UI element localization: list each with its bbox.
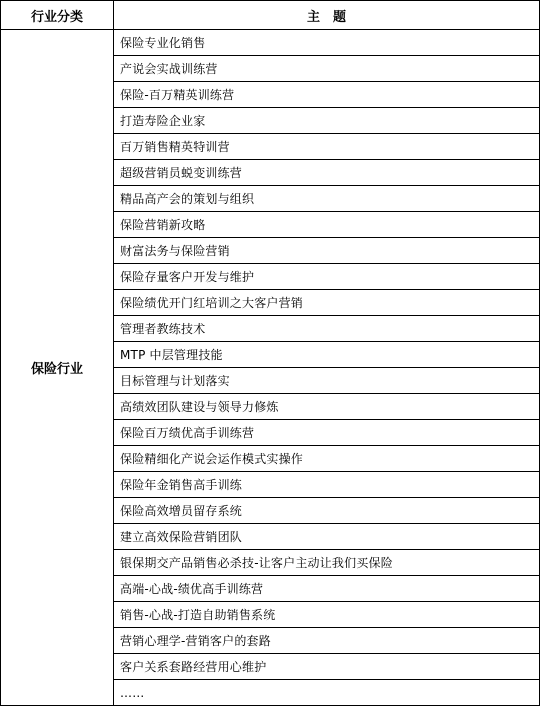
topic-cell: 保险-百万精英训练营: [114, 82, 540, 108]
topic-cell: 保险高效增员留存系统: [114, 498, 540, 524]
topic-cell: 销售-心战-打造自助销售系统: [114, 602, 540, 628]
topic-cell: 产说会实战训练营: [114, 56, 540, 82]
topic-cell: 保险年金销售高手训练: [114, 472, 540, 498]
topic-cell: 保险专业化销售: [114, 30, 540, 56]
topic-cell: 高绩效团队建设与领导力修炼: [114, 394, 540, 420]
topic-cell: 目标管理与计划落实: [114, 368, 540, 394]
topic-cell: ……: [114, 680, 540, 706]
topic-cell: 营销心理学-营销客户的套路: [114, 628, 540, 654]
table-header-row: [1, 1, 540, 30]
topic-cell: 保险精细化产说会运作模式实操作: [114, 446, 540, 472]
topic-cell: 高端-心战-绩优高手训练营: [114, 576, 540, 602]
topic-cell: MTP 中层管理技能: [114, 342, 540, 368]
topic-cell: 管理者教练技术: [114, 316, 540, 342]
topic-cell: 百万销售精英特训营: [114, 134, 540, 160]
topic-cell: 保险营销新攻略: [114, 212, 540, 238]
topic-cell: 客户关系套路经营用心维护: [114, 654, 540, 680]
header-topic: 主 题: [114, 1, 540, 30]
topic-cell: 超级营销员蜕变训练营: [114, 160, 540, 186]
category-cell: 保险行业: [1, 30, 114, 706]
topic-cell: 打造寿险企业家: [114, 108, 540, 134]
topic-cell: 保险绩优开门红培训之大客户营销: [114, 290, 540, 316]
topic-cell: 建立高效保险营销团队: [114, 524, 540, 550]
topic-cell: 保险百万绩优高手训练营: [114, 420, 540, 446]
topic-cell: 银保期交产品销售必杀技-让客户主动让我们买保险: [114, 550, 540, 576]
topic-cell: 保险存量客户开发与维护: [114, 264, 540, 290]
table-row: [1, 30, 540, 56]
header-category: 行业分类: [1, 1, 114, 30]
topic-cell: 财富法务与保险营销: [114, 238, 540, 264]
topic-cell: 精品高产会的策划与组织: [114, 186, 540, 212]
